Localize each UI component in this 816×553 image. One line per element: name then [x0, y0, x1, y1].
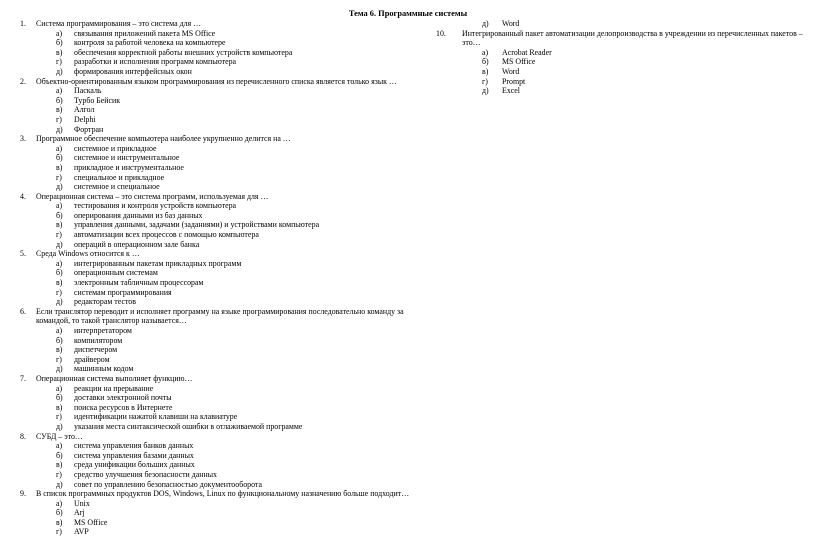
- option-item: [20, 173, 415, 183]
- option-item: [20, 86, 415, 96]
- option-item: [20, 115, 415, 125]
- option-text: указания места синтаксической ошибки в отлаживаемой программе: [74, 421, 303, 431]
- option-text: Паскаль: [74, 86, 102, 96]
- option-item: [20, 508, 415, 518]
- option-item: [436, 57, 811, 67]
- option-letter: а): [482, 47, 489, 57]
- question-number: 10.: [436, 28, 446, 38]
- question-text: СУБД – это…: [36, 431, 83, 441]
- option-item: [20, 355, 415, 365]
- option-item: [436, 19, 811, 29]
- option-text: компилятором: [74, 335, 123, 345]
- option-text: реакции на прерывание: [74, 383, 154, 393]
- option-letter: г): [56, 172, 62, 182]
- question: [20, 77, 415, 87]
- question: [20, 192, 415, 202]
- option-letter: в): [56, 220, 63, 230]
- option-item: [436, 48, 811, 58]
- question-number: 3.: [20, 134, 26, 144]
- option-text: драйвером: [74, 354, 110, 364]
- option-text: поиска ресурсов в Интернете: [74, 402, 173, 412]
- right-column: [436, 19, 811, 96]
- option-letter: а): [56, 86, 63, 96]
- option-letter: а): [56, 258, 63, 268]
- option-item: [20, 220, 415, 230]
- option-text: идентификации нажатой клавиши на клавиатуре: [74, 412, 238, 422]
- option-item: [20, 144, 415, 154]
- option-text: Турбо Бейсик: [74, 95, 121, 105]
- option-item: [20, 96, 415, 106]
- option-item: [20, 422, 415, 432]
- option-text: обеспечения корректной работы внешних устройств компьютера: [74, 47, 293, 57]
- option-text: машинным кодом: [74, 364, 134, 374]
- option-text: формирования интерфейсных окон: [74, 66, 192, 76]
- option-item: [20, 211, 415, 221]
- question-number: 1.: [20, 19, 26, 28]
- option-letter: г): [56, 412, 62, 422]
- option-text: доставки электронной почты: [74, 393, 172, 403]
- option-item: [20, 518, 415, 528]
- option-text: контроля за работой человека на компьютере: [74, 38, 226, 48]
- option-item: [20, 441, 415, 451]
- option-letter: б): [56, 450, 63, 460]
- option-letter: г): [56, 469, 62, 479]
- option-letter: г): [56, 287, 62, 297]
- option-letter: д): [56, 421, 63, 431]
- option-item: [20, 336, 415, 346]
- option-item: [20, 230, 415, 240]
- option-letter: д): [56, 297, 63, 307]
- option-text: электронным табличным процессорам: [74, 278, 204, 288]
- option-item: [20, 451, 415, 461]
- question: [20, 307, 415, 326]
- option-item: [436, 67, 811, 77]
- option-item: [20, 470, 415, 480]
- option-item: [20, 345, 415, 355]
- option-text: интерпретатором: [74, 326, 132, 335]
- option-letter: в): [482, 66, 489, 76]
- option-letter: д): [482, 86, 489, 96]
- option-text: управления данными, задачами (заданиями) и устройствами компьютера: [74, 220, 320, 230]
- left-column: [20, 19, 415, 537]
- question-text: Объектно-ориентированным языком программирования из перечисленного списка является только язык …: [36, 76, 397, 86]
- option-text: автоматизации всех процессов с помощью компьютера: [74, 230, 259, 240]
- question: [20, 249, 415, 259]
- option-text: AVP: [74, 527, 89, 537]
- option-item: [20, 460, 415, 470]
- option-text: редакторам тестов: [74, 297, 136, 307]
- option-letter: б): [56, 268, 63, 278]
- option-text: средство улучшения безопасности данных: [74, 469, 217, 479]
- option-text: оперирования данными из баз данных: [74, 210, 203, 220]
- option-text: MS Office: [502, 57, 536, 67]
- option-text: связывания приложений пакета MS Office: [74, 28, 216, 38]
- option-letter: г): [482, 76, 488, 86]
- option-letter: г): [56, 354, 62, 364]
- question: [436, 29, 811, 48]
- option-text: Word: [502, 19, 520, 28]
- option-letter: г): [56, 230, 62, 240]
- option-letter: д): [482, 19, 489, 28]
- option-letter: в): [56, 47, 63, 57]
- option-letter: б): [56, 210, 63, 220]
- option-text: Prompt: [502, 76, 526, 86]
- option-text: системам программирования: [74, 287, 172, 297]
- option-item: [20, 288, 415, 298]
- option-text: разработки и исполнения программ компьютера: [74, 57, 237, 67]
- option-item: [20, 384, 415, 394]
- question: [20, 374, 415, 384]
- option-letter: б): [56, 393, 63, 403]
- option-letter: в): [56, 460, 63, 470]
- option-letter: а): [56, 143, 63, 153]
- option-item: [20, 278, 415, 288]
- option-letter: б): [56, 38, 63, 48]
- option-letter: б): [56, 508, 63, 518]
- option-letter: а): [56, 28, 63, 38]
- question-text: Если транслятор переводит и исполняет программу на языке программирования последовательно команду за командой, то такой транслятор называется…: [36, 306, 404, 326]
- option-letter: г): [56, 527, 62, 537]
- question: [20, 19, 415, 29]
- option-text: специальное и прикладное: [74, 172, 165, 182]
- question-text: Интегрированный пакет автоматизации делопроизводства в учреждении из перечисленных пакетов – это…: [462, 28, 803, 48]
- option-item: [20, 201, 415, 211]
- option-item: [20, 364, 415, 374]
- option-item: [20, 105, 415, 115]
- option-item: [20, 240, 415, 250]
- question-text: Система программирования – это система для …: [36, 19, 202, 28]
- option-text: система управления базами данных: [74, 450, 194, 460]
- option-letter: б): [56, 95, 63, 105]
- option-text: операций в операционном зале банка: [74, 239, 200, 249]
- question: [20, 134, 415, 144]
- option-text: интегрированным пакетам прикладных программ: [74, 258, 242, 268]
- option-text: Acrobat Reader: [502, 47, 552, 57]
- option-item: [20, 153, 415, 163]
- option-text: Фортран: [74, 124, 104, 134]
- option-text: Unix: [74, 498, 90, 508]
- option-letter: д): [56, 479, 63, 489]
- option-item: [20, 163, 415, 173]
- option-item: [436, 86, 811, 96]
- option-item: [20, 259, 415, 269]
- option-item: [20, 527, 415, 537]
- option-item: [20, 393, 415, 403]
- page-title: Тема 6. Программные системы: [348, 9, 468, 18]
- option-text: Delphi: [74, 114, 96, 124]
- option-item: [20, 67, 415, 77]
- option-letter: а): [56, 441, 63, 451]
- option-item: [20, 182, 415, 192]
- option-text: Arj: [74, 508, 85, 518]
- question-number: 2.: [20, 76, 26, 86]
- option-letter: в): [56, 345, 63, 355]
- option-item: [20, 125, 415, 135]
- option-item: [20, 412, 415, 422]
- option-letter: в): [56, 162, 63, 172]
- option-text: системное и инструментальное: [74, 153, 180, 163]
- option-letter: в): [56, 402, 63, 412]
- question: [20, 489, 415, 499]
- option-letter: в): [56, 517, 63, 527]
- option-letter: д): [56, 124, 63, 134]
- option-item: [20, 480, 415, 490]
- option-letter: д): [56, 182, 63, 192]
- question-number: 9.: [20, 489, 26, 499]
- option-item: [20, 326, 415, 336]
- option-letter: в): [56, 105, 63, 115]
- option-letter: б): [56, 335, 63, 345]
- option-text: Word: [502, 66, 520, 76]
- option-letter: д): [56, 66, 63, 76]
- option-letter: г): [56, 57, 62, 67]
- option-letter: б): [56, 153, 63, 163]
- option-text: системное и прикладное: [74, 143, 157, 153]
- option-item: [436, 77, 811, 87]
- option-text: прикладное и инструментальное: [74, 162, 184, 172]
- option-text: Excel: [502, 86, 520, 96]
- question-number: 4.: [20, 191, 26, 201]
- option-item: [20, 57, 415, 67]
- question-text: Программное обеспечение компьютера наиболее укрупненно делится на …: [36, 134, 291, 144]
- question-text: В список программных продуктов DOS, Windows, Linux по функциональному назначению больше подходит…: [36, 489, 410, 499]
- option-text: тестирования и контроля устройств компьютера: [74, 201, 237, 211]
- option-text: совет по управлению безопасностью документооборота: [74, 479, 262, 489]
- option-letter: г): [56, 114, 62, 124]
- option-letter: в): [56, 278, 63, 288]
- option-item: [20, 403, 415, 413]
- option-text: операционным системам: [74, 268, 158, 278]
- option-text: система управления банков данных: [74, 441, 194, 451]
- question: [20, 432, 415, 442]
- option-item: [20, 29, 415, 39]
- option-text: диспетчером: [74, 345, 118, 355]
- option-text: Алгол: [74, 105, 95, 115]
- option-letter: а): [56, 326, 63, 335]
- question-number: 6.: [20, 306, 26, 316]
- option-letter: а): [56, 498, 63, 508]
- question-number: 7.: [20, 373, 26, 383]
- option-item: [20, 297, 415, 307]
- option-letter: б): [482, 57, 489, 67]
- question-number: 8.: [20, 431, 26, 441]
- option-text: MS Office: [74, 517, 108, 527]
- option-letter: д): [56, 364, 63, 374]
- question-text: Операционная система – это система программ, используемая для …: [36, 191, 269, 201]
- option-letter: д): [56, 239, 63, 249]
- question-text: Операционная система выполняет функцию…: [36, 373, 193, 383]
- option-text: среда унификации больших данных: [74, 460, 195, 470]
- option-item: [20, 38, 415, 48]
- option-letter: а): [56, 201, 63, 211]
- question-number: 5.: [20, 249, 26, 259]
- option-letter: а): [56, 383, 63, 393]
- option-item: [20, 499, 415, 509]
- option-item: [20, 48, 415, 58]
- option-text: системное и специальное: [74, 182, 160, 192]
- question-text: Среда Windows относится к …: [36, 249, 140, 259]
- option-item: [20, 268, 415, 278]
